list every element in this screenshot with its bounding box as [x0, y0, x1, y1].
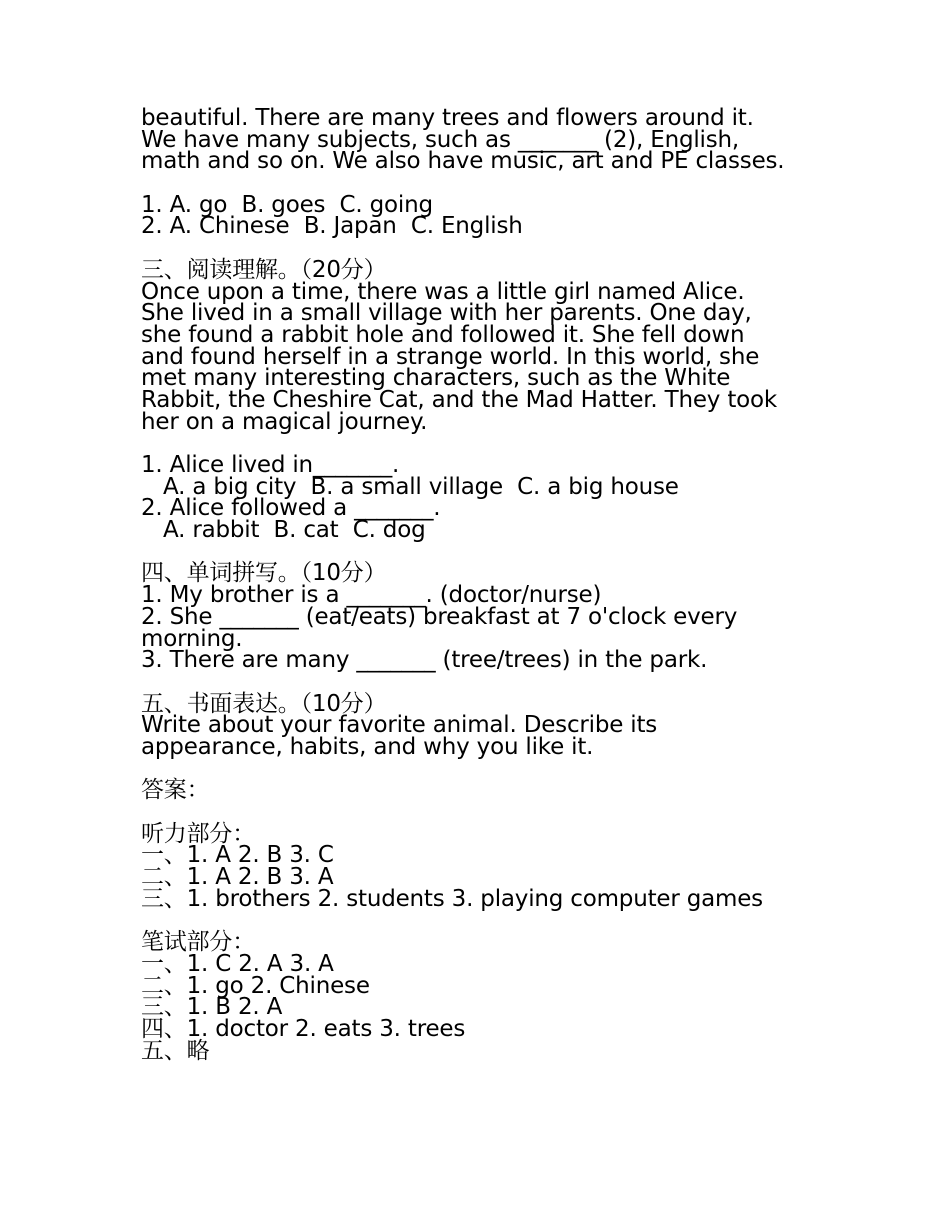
- cloze-option-line: 2. A. Chinese B. Japan C. English: [141, 213, 523, 240]
- spelling-item: 3. There are many _______ (tree/trees) in the park.: [141, 647, 708, 674]
- question-2: 2. Alice followed a _______.: [141, 495, 441, 522]
- passage-line: beautiful. There are many trees and flowers around it.: [141, 105, 754, 131]
- spelling-item: morning.: [141, 625, 243, 652]
- passage-line: math and so on. We also have music, art and PE classes.: [141, 148, 785, 175]
- question-1: 1. Alice lived in_______.: [141, 452, 400, 478]
- question-1-options: A. a big city B. a small village C. a big house: [163, 473, 679, 500]
- written-heading: 笔试部分：: [141, 929, 256, 956]
- passage-line: We have many subjects, such as _______ (2), English,: [141, 126, 740, 153]
- answer-line: 三、1. brothers 2. students 3. playing computer games: [141, 885, 763, 912]
- reading-line: She lived in a small village with her parents. One day,: [141, 300, 752, 327]
- spelling-section: [141, 560, 841, 674]
- writing-section: [141, 690, 841, 760]
- passage-intro: [141, 105, 841, 175]
- answers-title: 答案：: [141, 777, 210, 804]
- spelling-item: 2. She _______ (eat/eats) breakfast at 7 o'clock every: [141, 603, 738, 630]
- cloze-options: [141, 191, 841, 240]
- answer-line: 一、1. A 2. B 3. C: [141, 842, 334, 869]
- answer-line: 三、1. B 2. A: [141, 994, 283, 1021]
- section-heading: 四、单词拼写。（10分）: [141, 560, 387, 587]
- cloze-option-line: 1. A. go B. goes C. going: [141, 191, 433, 218]
- exam-page: [141, 105, 841, 1064]
- answer-line: 一、1. C 2. A 3. A: [141, 950, 334, 977]
- answer-line: 二、1. A 2. B 3. A: [141, 864, 334, 891]
- answer-line: 二、1. go 2. Chinese: [141, 972, 370, 999]
- listening-heading: 听力部分：: [141, 820, 256, 847]
- writing-line: appearance, habits, and why you like it.: [141, 733, 594, 760]
- spelling-item: 1. My brother is a _______. (doctor/nurse): [141, 582, 602, 609]
- reading-line: her on a magical journey.: [141, 408, 428, 435]
- answers-section: [141, 777, 841, 1064]
- section-heading: 五、书面表达。（10分）: [141, 690, 387, 717]
- reading-line: she found a rabbit hole and followed it. She fell down: [141, 321, 745, 348]
- reading-line: Rabbit, the Cheshire Cat, and the Mad Hatter. They took: [141, 386, 778, 413]
- reading-section: [141, 256, 841, 544]
- answer-line: 四、1. doctor 2. eats 3. trees: [141, 1015, 466, 1042]
- reading-line: met many interesting characters, such as the White: [141, 365, 731, 392]
- writing-line: Write about your favorite animal. Describe its: [141, 712, 658, 739]
- section-heading: 三、阅读理解。（20分）: [141, 256, 387, 283]
- reading-line: Once upon a time, there was a little girl named Alice.: [141, 278, 745, 305]
- reading-line: and found herself in a strange world. In this world, she: [141, 343, 760, 370]
- question-2-options: A. rabbit B. cat C. dog: [163, 517, 426, 544]
- answer-line: 五、略: [141, 1037, 210, 1064]
